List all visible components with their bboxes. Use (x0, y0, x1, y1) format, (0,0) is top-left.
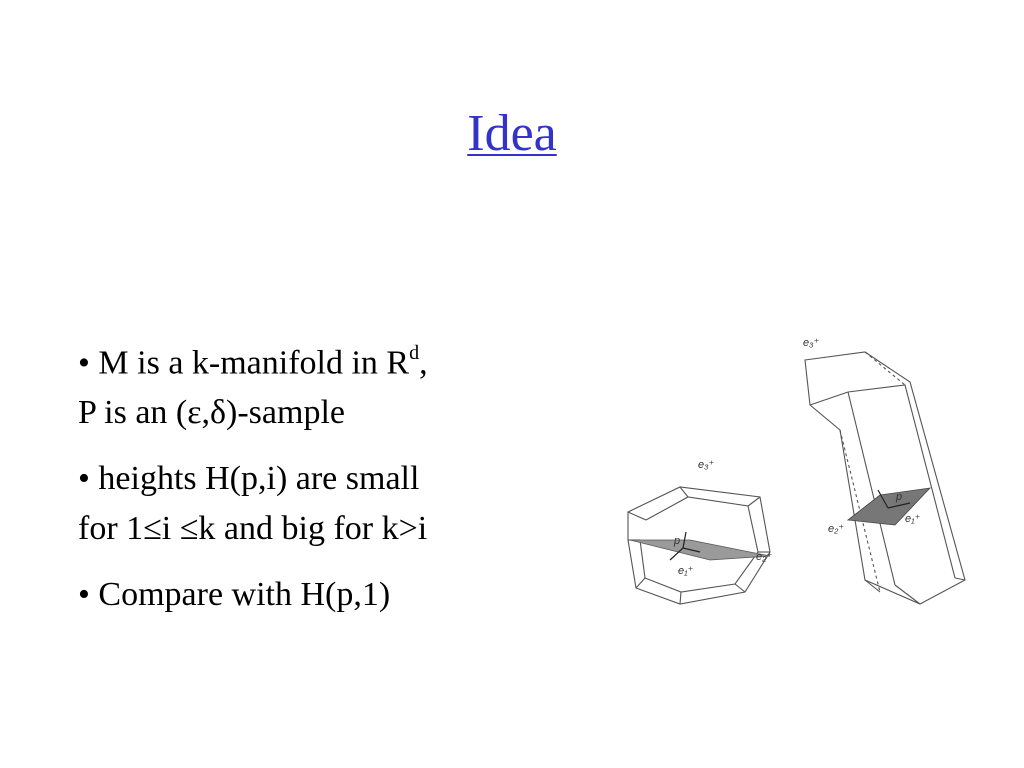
label-e1-right: e₁⁺ (905, 513, 921, 525)
bullet-line: • heights H(p,i) are small (78, 460, 420, 498)
bullet-line-2: P is an (ε,δ)-sample (78, 394, 345, 432)
label-e3-right: e₃⁺ (803, 337, 820, 349)
right-polytope (805, 352, 965, 604)
label-p-left: p (674, 535, 681, 547)
bullet-line-2: for 1≤i ≤k and big for k>i (78, 510, 428, 548)
label-e1-left: e₁⁺ (678, 565, 694, 577)
bullet-text: • M is a k-manifold in R (78, 344, 410, 382)
title-link[interactable]: Idea (467, 105, 557, 162)
bullet-line: • Compare with H(p,1) (78, 576, 391, 614)
label-e2-right: e₂⁺ (828, 523, 845, 535)
left-shaded-plane (630, 540, 770, 560)
label-e3-left: e₃⁺ (698, 459, 715, 471)
superscript-d: d (409, 342, 420, 364)
label-p-right: p (896, 491, 903, 503)
label-e2-left: e₂⁺ (756, 551, 773, 563)
bullet-text: , (419, 344, 428, 382)
